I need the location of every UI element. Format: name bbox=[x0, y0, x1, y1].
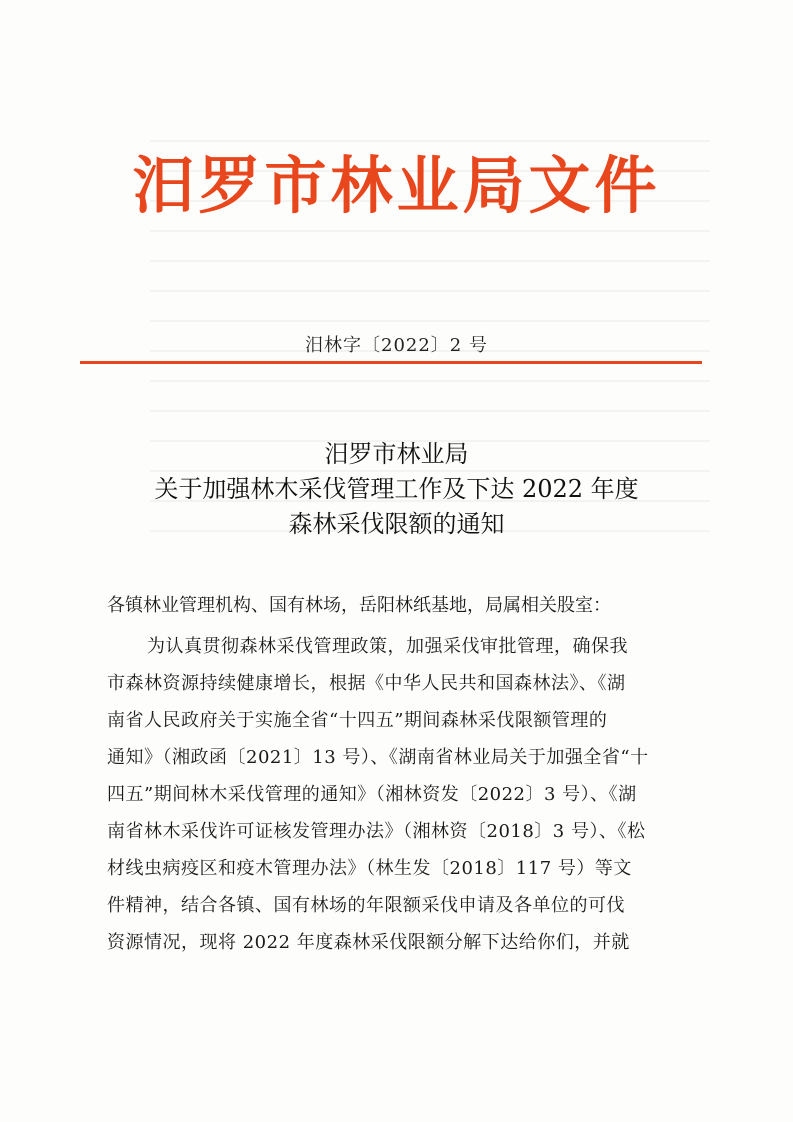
document-header-title: 汨罗市林业局文件 bbox=[132, 149, 661, 222]
title-line-2: 关于加强林木采伐管理工作及下达 2022 年度 bbox=[154, 475, 639, 503]
body-paragraph bbox=[107, 628, 707, 961]
body-line: 市森林资源持续健康增长，根据《中华人民共和国森林法》、《湖 bbox=[107, 673, 626, 694]
body-line: 材线虫病疫区和疫木管理办法》（林生发〔2018〕117 号）等文 bbox=[107, 858, 632, 879]
title-line-3: 森林采伐限额的通知 bbox=[288, 510, 505, 538]
body-line: 资源情况，现将 2022 年度森林采伐限额分解下达给你们，并就 bbox=[107, 932, 630, 953]
document-number: 汨林字〔2022〕2 号 bbox=[305, 335, 488, 356]
red-divider-line bbox=[80, 361, 702, 364]
title-line-1: 汨罗市林业局 bbox=[324, 440, 469, 468]
body-line: 四五”期间林木采伐管理的通知》（湘林资发〔2022〕3 号）、《湖 bbox=[107, 784, 637, 805]
body-line: 通知》（湘政函〔2021〕13 号）、《湖南省林业局关于加强全省“十 bbox=[107, 747, 649, 768]
salutation: 各镇林业管理机构、国有林场，岳阳林纸基地，局属相关股室： bbox=[107, 595, 611, 616]
body-line: 件精神，结合各镇、国有林场的年限额采伐申请及各单位的可伐 bbox=[107, 895, 625, 916]
body-line: 南省人民政府关于实施全省“十四五”期间森林采伐限额管理的 bbox=[107, 710, 608, 731]
notice-title bbox=[0, 437, 793, 542]
body-line: 为认真贯彻森林采伐管理政策，加强采伐审批管理，确保我 bbox=[147, 636, 628, 657]
body-line: 南省林木采伐许可证核发管理办法》（湘林资〔2018〕3 号）、《松 bbox=[107, 821, 646, 842]
